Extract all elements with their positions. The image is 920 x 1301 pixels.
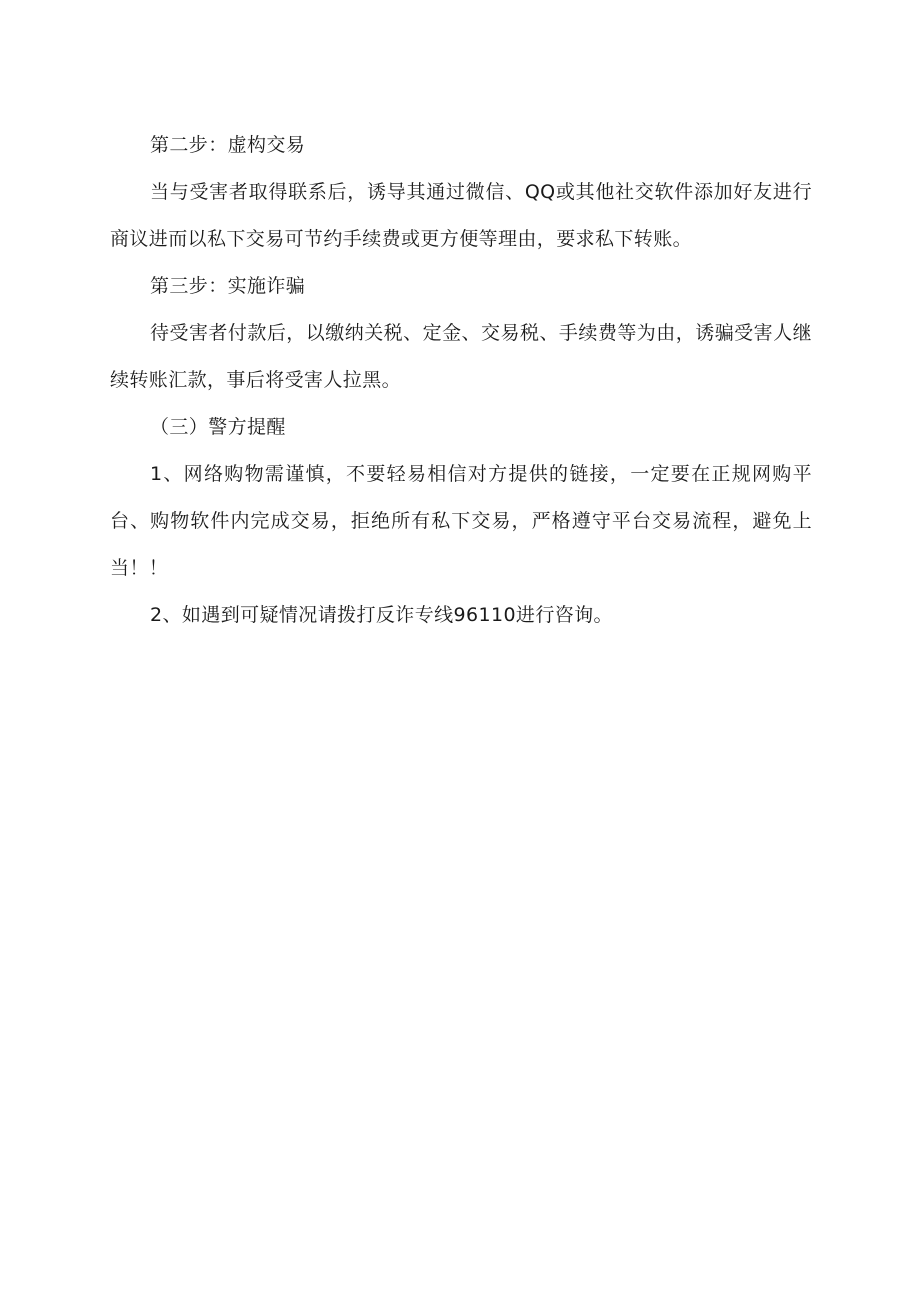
step3-paragraph: 待受害者付款后，以缴纳关税、定金、交易税、手续费等为由，诱骗受害人继续转账汇款，事后将受害人拉黑。 [110,322,812,391]
step3-heading: 第三步：实施诈骗 [150,275,306,297]
police-reminder-heading: （三）警方提醒 [150,416,286,438]
step2-heading: 第二步：虚构交易 [150,134,306,156]
tip-2-paragraph: 2、如遇到可疑情况请拨打反诈专线96110进行咨询。 [150,604,613,626]
tip-1-paragraph: 1、网络购物需谨慎，不要轻易相信对方提供的链接，一定要在正规网购平台、购物软件内完成交易，拒绝所有私下交易，严格遵守平台交易流程，避免上当！！ [110,463,812,579]
document-body [110,122,812,639]
step2-paragraph: 当与受害者取得联系后，诱导其通过微信、QQ或其他社交软件添加好友进行商议进而以私下交易可节约手续费或更方便等理由，要求私下转账。 [110,181,812,250]
